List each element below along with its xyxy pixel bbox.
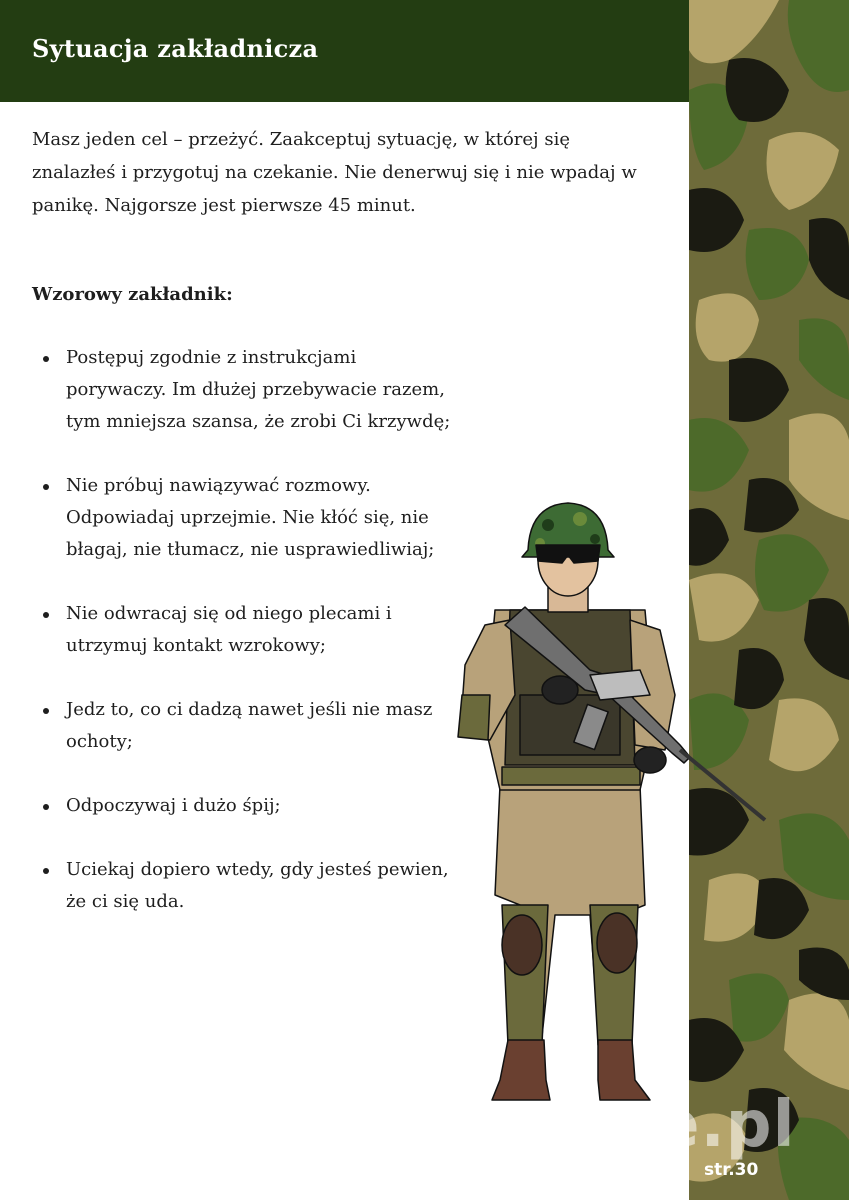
page-number: str.30 xyxy=(704,1160,759,1180)
intro-paragraph: Masz jeden cel – przeżyć. Zaakceptuj sytuację, w której się znalazłeś i przygotuj na czekanie. Nie denerwuj się i nie wpadaj w panikę. Najgorsze jest pierwsze 45 minut. xyxy=(32,129,637,216)
list-item: Odpoczywaj i dużo śpij; xyxy=(34,790,454,822)
list-item: Postępuj zgodnie z instrukcjami porywaczy. Im dłużej przebywacie razem, tym mniejsza szansa, że zrobi Ci krzywdę; xyxy=(34,342,454,438)
section-heading: Wzorowy zakładnik: xyxy=(32,284,233,305)
list-item: Nie próbuj nawiązywać rozmowy. Odpowiadaj uprzejmie. Nie kłóć się, nie błagaj, nie tłumacz, nie usprawiedliwiaj; xyxy=(34,470,454,566)
page-title: Sytuacja zakładnicza xyxy=(32,34,319,63)
watermark: wedlinydomowe.pl xyxy=(105,1088,796,1162)
advice-list xyxy=(34,342,454,918)
list-item: Jedz to, co ci dadzą nawet jeśli nie masz ochoty; xyxy=(34,694,454,758)
list-item: Nie odwracaj się od niego plecami i utrzymuj kontakt wzrokowy; xyxy=(34,598,454,662)
list-item: Uciekaj dopiero wtedy, gdy jesteś pewien, że ci się uda. xyxy=(34,854,454,918)
soldier-illustration xyxy=(440,495,780,1120)
header-bar xyxy=(0,0,689,102)
